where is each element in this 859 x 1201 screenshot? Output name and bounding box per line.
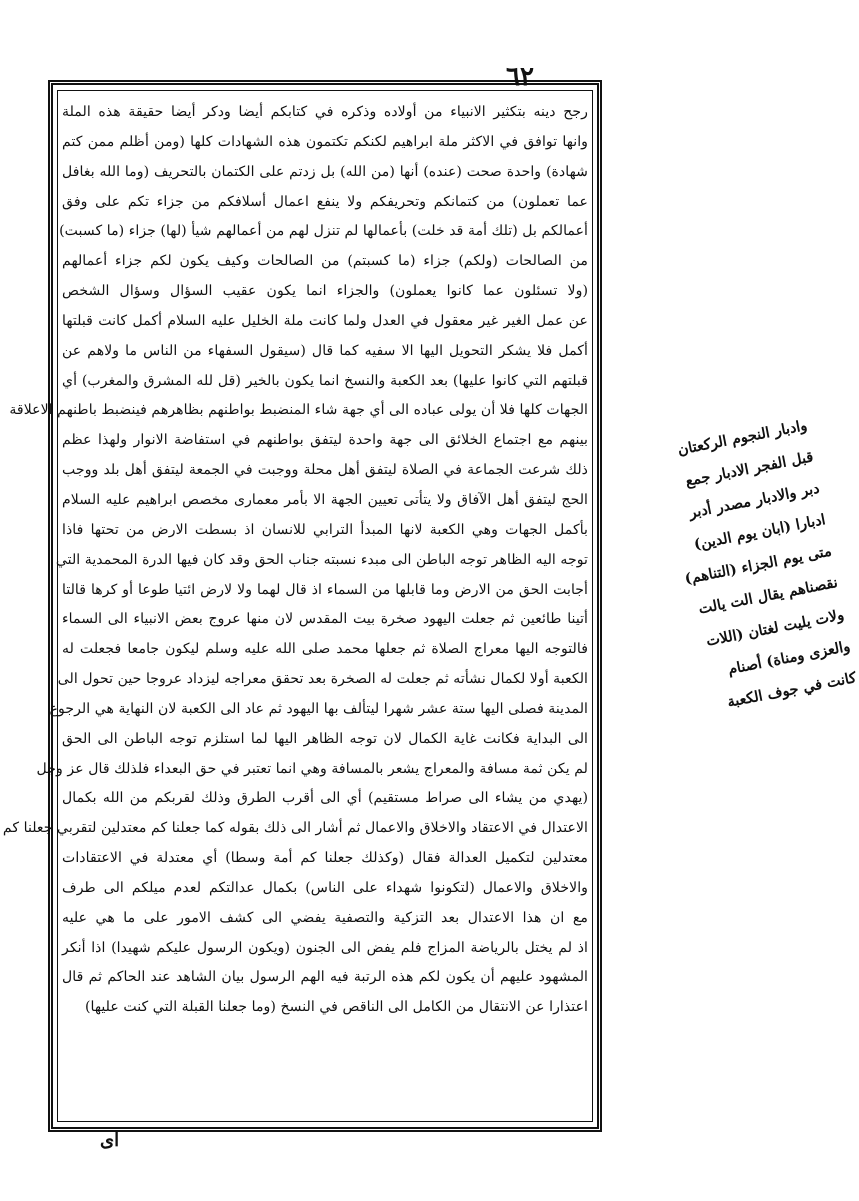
gloss-line: والعزى ومناة) أصنام bbox=[726, 637, 852, 678]
main-text-block bbox=[2, 98, 588, 1116]
text-line: بينهم مع اجتماع الخلائق الى جهة واحدة ليتفق بواطنهم في استفاضة الانوار ولهذا عظم bbox=[62, 432, 588, 449]
text-line: المشهود عليهم أن يكون لكم هذه الرتبة فيه الهم الرسول بيان الشاهد عند الحاكم ثم قال bbox=[62, 969, 588, 986]
text-line: المدينة فصلى اليها ستة عشر شهرا ليتألف بها اليهود ثم عاد الى الكعبة لان النهاية هي الرجوع bbox=[49, 700, 588, 717]
text-line: (يهدي من يشاء الى صراط مستقيم) أي الى أقرب الطرق وذلك لقربكم من الله بكمال bbox=[62, 790, 588, 807]
text-line: مع ان هذا الاعتدال بعد التزكية والتصفية يفضي الى كشف الامور على ما هي عليه bbox=[62, 909, 588, 926]
text-line: الجهات كلها فلا أن يولى عباده الى أي جهة شاء المنضبط بواطنهم بظاهرهم فينضبط باطنهم الاعلاقة bbox=[9, 402, 588, 419]
gloss-line: قبل الفجر الادبار جمع bbox=[683, 448, 815, 490]
text-line: أجابت الحق من الارض وما قابلها من السماء اذ قال لهما ولا لارض ائتيا طوعا أو كرها قالتا bbox=[62, 581, 588, 598]
text-line: أتينا طائعين ثم جعلت اليهود صخرة بيت المقدس لان منها عروج بعض الانبياء الى السماء bbox=[62, 611, 588, 628]
text-line: بأكمل الجهات وهي الكعبة لانها المبدأ الترابي للانسان اذ بسطت الارض من تحتها فاذا bbox=[62, 521, 588, 538]
text-line: الكعبة أولا لكمال نشأته ثم جعلت له الصخرة بعد تحقق معراجه ليزداد عروجا حين تحول الى bbox=[57, 671, 588, 688]
gloss-line: ادبارا (ابان يوم الدين) bbox=[692, 511, 827, 554]
text-line: أكمل فلا يشكر التحويل اليها الا سفيه كما قال (سيقول السفهاء من الناس ما ولاهم عن bbox=[62, 342, 588, 359]
gloss-line: ولات يليت لغتان (اللات bbox=[704, 605, 846, 650]
text-line: معتدلين لتكميل العدالة فقال (وكذلك جعلنا كم أمة وسطا) أي معتدلة في الاعتقادات bbox=[62, 850, 588, 867]
text-line: ذلك شرعت الجماعة في الصلاة ليتفق أهل محلة ووجبت في الجمعة ليتفق أهل بلد ووجب bbox=[62, 462, 588, 479]
text-line: توجه اليه الظاهر توجه الباطن الى مبدء نسبته جناب الحق وقد كان فيها الدرة المحمدية التي bbox=[55, 551, 588, 568]
gloss-line: متى يوم الجزاء (التناهم) bbox=[683, 542, 834, 589]
text-line: والاخلاق والاعمال (لتكونوا شهداء على الناس) بكمال عدالتكم لعدم ميلكم الى طرف bbox=[62, 879, 588, 896]
text-line: الى البداية فكانت غاية الكمال لان توجه الظاهر اليها لما استلزم توجه الباطن الى الحق bbox=[62, 730, 588, 747]
text-line: رجح دينه بتكثير الانبياء من أولاده وذكره في كتابكم أيضا ودكر أيضا حقيقة هذه الملة bbox=[62, 104, 588, 120]
gloss-line: دبر والادبار مصدر أدبر bbox=[687, 479, 821, 522]
text-line: أعمالكم بل (تلك أمة قد خلت) بأعمالها لم تنزل لهم من أعمالهم شيأ (لها) جزاء (ما كسبت) bbox=[59, 223, 588, 240]
marginal-gloss bbox=[608, 410, 859, 732]
gloss-line: نقصناهم يقال الت يالت bbox=[697, 574, 840, 619]
text-line: الاعتدال في الاعتقاد والاخلاق والاعمال ثم أشار الى ذلك بقوله كما جعلنا كم معتدلين لتقربي جعلنا كم bbox=[2, 820, 588, 837]
text-line: الحج ليتفق أهل الآفاق ولا يتأتى تعيين الجهة الا بأمر معمارى مخصص ابراهيم عليه السلام bbox=[62, 491, 588, 508]
text-line: عن عمل الغير غير معقول في العدل ولما كانت ملة الخليل عليه السلام أكمل كانت قبلتها bbox=[62, 312, 588, 329]
text-line: اذ لم يختل بالرياضة المزاج فلم يفض الى الجنون (ويكون الرسول عليكم شهيدا) اذا أنكر bbox=[62, 939, 588, 956]
text-line: وانها توافق في الاكثر ملة ابراهيم لكنكم تكتمون هذه الشهادات كلها (ومن أظلم ممن كتم bbox=[62, 133, 588, 150]
gloss-line: كانت في جوف الكعبة bbox=[725, 668, 858, 711]
text-line: قبلتهم التي كانوا عليها) بعد الكعبة والنسخ انما يكون بالخير (قل لله المشرق والمغرب) أي bbox=[62, 372, 588, 389]
text-line: عما تعملون) من كتمانكم وتحريفكم ولا ينفع اعمال أسلافكم من جزاء تكم على وفق bbox=[62, 193, 588, 210]
text-line: (ولا تسئلون عما كانوا يعملون) والجزاء انما يكون عقيب السؤال وسؤال الشخص bbox=[62, 283, 588, 300]
text-line: من الصالحات (ولكم) جزاء (ما كسبتم) من الصالحات وكيف يكون لكم جزاء أعمالهم bbox=[62, 253, 588, 270]
text-line: لم يكن ثمة مسافة والمعراج يشعر بالمسافة وهي انما تعتبر في حق البعداء فلذلك قال عز وجل bbox=[36, 760, 588, 777]
gloss-line: وادبار النجوم الركعتان bbox=[676, 416, 809, 459]
catchword: اى bbox=[100, 1130, 120, 1151]
text-line: اعتذارا عن الانتقال من الكامل الى الناقص في النسخ (وما جعلنا القبلة التي كنت عليها) bbox=[84, 999, 588, 1016]
page-number: ٦٢ bbox=[506, 62, 534, 92]
text-line: فالتوجه اليها معراج الصلاة ثم جعلها محمد صلى الله عليه وسلم ليكون جامعا فجعلت له bbox=[62, 641, 588, 658]
text-line: شهادة) واحدة صحت (عنده) أنها (من الله) بل زدتم على الكتمان بالتحريف (وما الله بغافل bbox=[62, 163, 588, 180]
